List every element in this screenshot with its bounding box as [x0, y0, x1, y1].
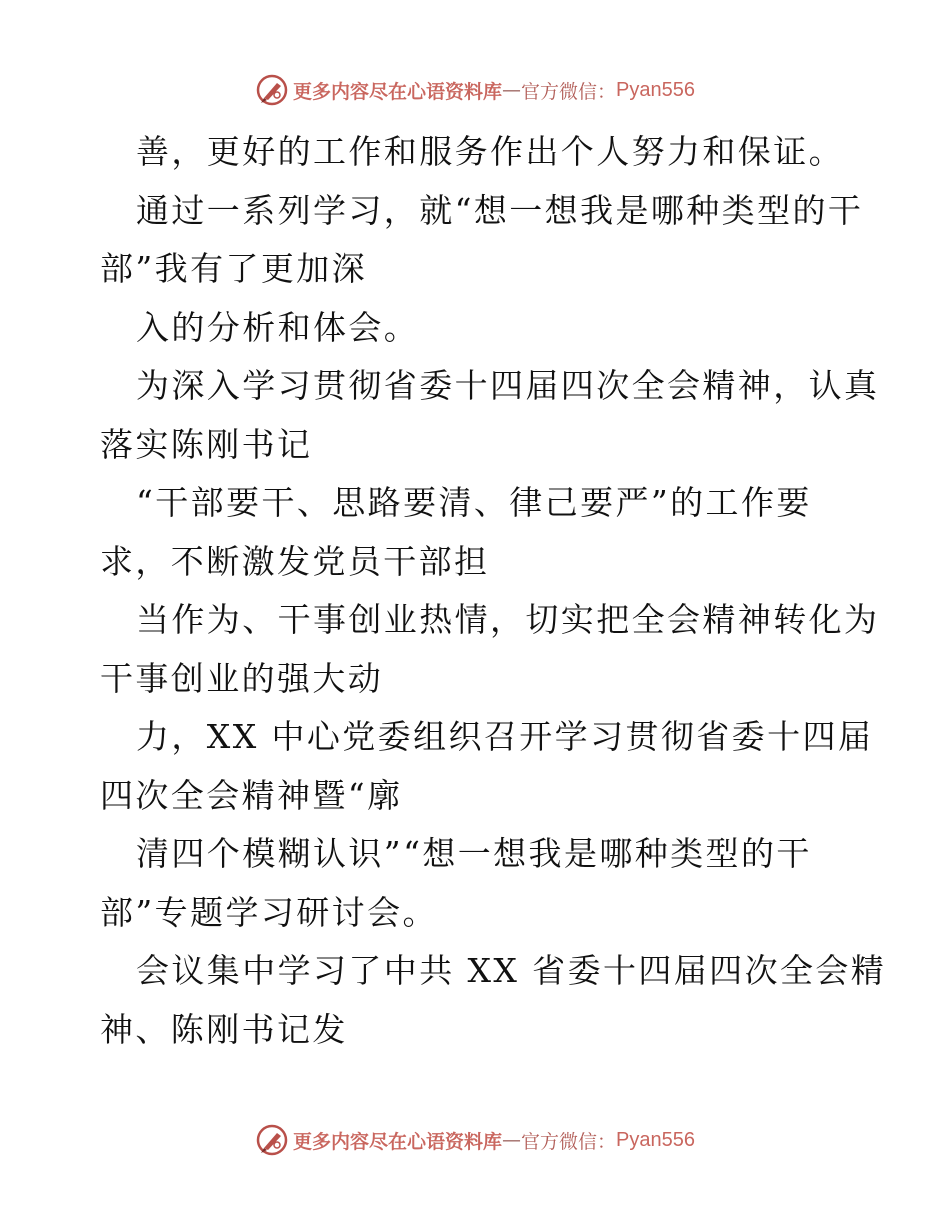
header-site-name: 更多内容尽在心语资料库: [293, 80, 503, 103]
body-line: 入的分析和体会。: [136, 307, 420, 347]
header-separator: —: [502, 79, 522, 101]
body-line: 善，更好的工作和服务作出个人努力和保证。: [136, 132, 844, 171]
pen-logo-icon: [255, 1123, 289, 1157]
body-line: 四次全会精神暨“廓: [100, 775, 403, 815]
header-watermark: [0, 70, 950, 110]
body-line: 通过一系列学习，就“想一想我是哪种类型的干: [136, 190, 864, 230]
footer-watermark: [0, 1120, 950, 1160]
footer-site-name: 更多内容尽在心语资料库: [293, 1130, 503, 1153]
body-line: 会议集中学习了中共 XX 省委十四届四次全会精: [136, 951, 887, 990]
footer-wechat-id: Pyan556: [616, 1128, 695, 1151]
body-line: 求，不断激发党员干部担: [100, 541, 490, 581]
body-line: 落实陈刚书记: [100, 424, 313, 464]
body-line: 干事创业的强大动: [100, 658, 384, 698]
body-line: 力，XX 中心党委组织召开学习贯彻省委十四届: [136, 717, 874, 756]
body-line: 当作为、干事创业热情，切实把全会精神转化为: [136, 600, 880, 639]
body-line: 神、陈刚书记发: [100, 1009, 348, 1049]
header-wechat-label: 官方微信：: [521, 80, 617, 103]
footer-separator: —: [502, 1129, 522, 1151]
footer-wechat-label: 官方微信：: [521, 1130, 617, 1153]
body-line: 部”我有了更加深: [100, 249, 368, 288]
header-wechat-id: Pyan556: [616, 78, 695, 101]
body-line: 清四个模糊认识”“想一想我是哪种类型的干: [136, 834, 812, 873]
body-line: 为深入学习贯彻省委十四届四次全会精神，认真: [136, 366, 880, 405]
body-line: 部”专题学习研讨会。: [100, 892, 438, 932]
document-body: [100, 123, 887, 1059]
body-line: “干部要干、思路要清、律己要严”的工作要: [136, 483, 812, 522]
pen-logo-icon: [255, 73, 289, 107]
